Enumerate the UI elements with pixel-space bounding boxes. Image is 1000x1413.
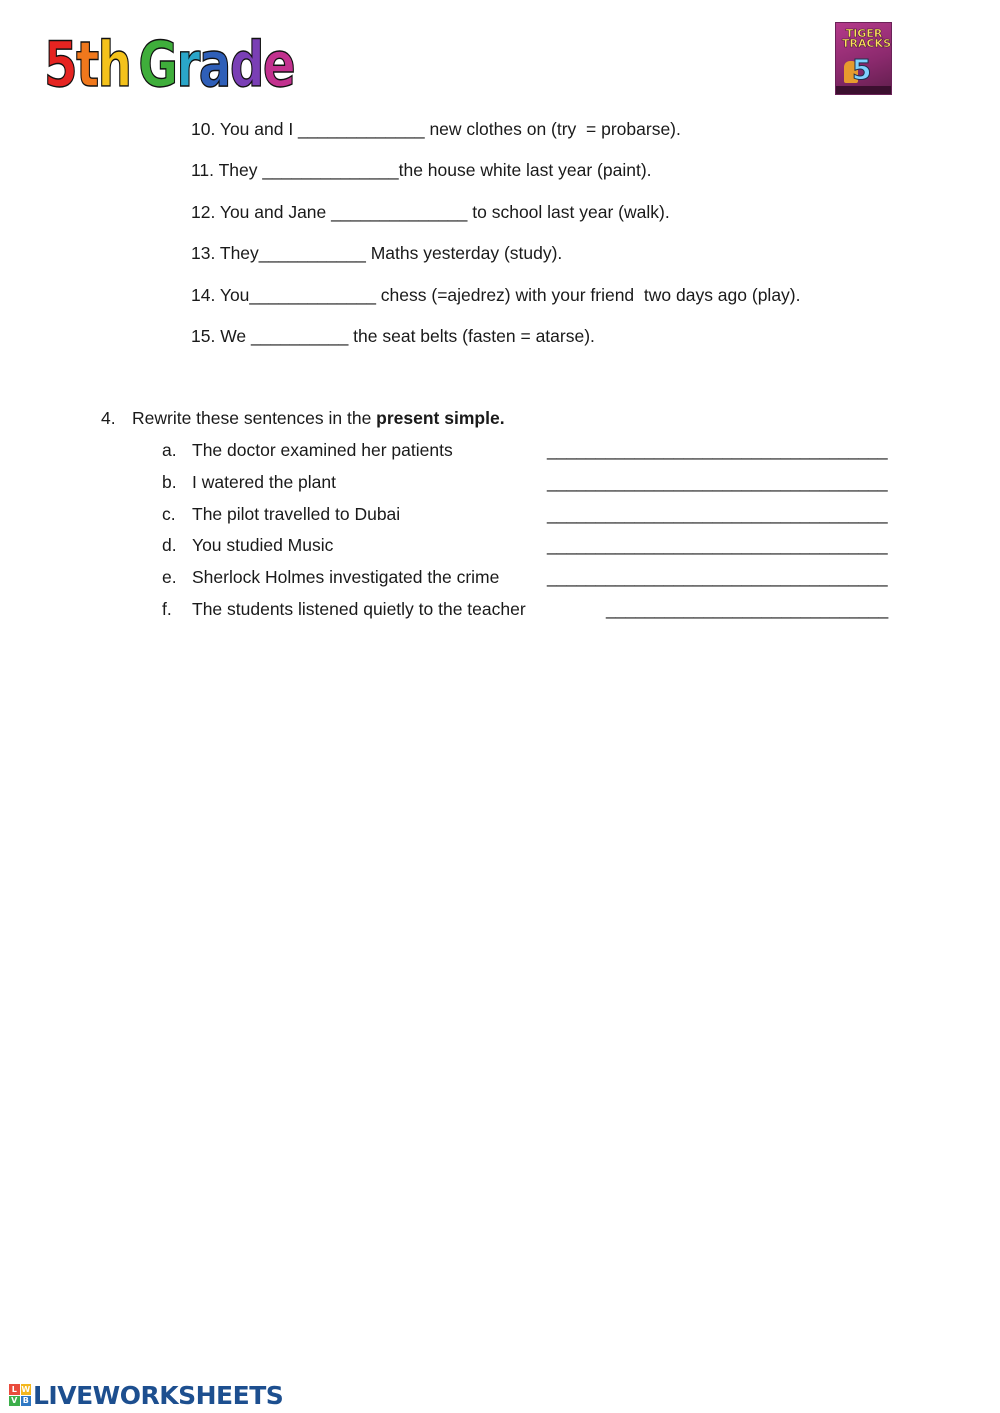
grade-logo [44,24,295,101]
exercise-4-number: 4. [101,408,116,428]
item-letter: a. [162,440,177,460]
exercise-4-item-c [162,503,892,535]
answer-line-f[interactable]: _____________________________ [606,598,889,619]
item-letter: b. [162,471,177,492]
logo-letter-1: 5 [44,28,77,101]
icon-tile-2: W [21,1384,31,1394]
item-letter: d. [162,535,177,556]
exercise-3-item-12[interactable]: 12. You and Jane ______________ to school last year (walk). [191,201,670,222]
item-letter: e. [162,567,177,588]
exercise-4-instruction-bold: present simple. [376,408,505,428]
exercise-4-item-d [162,534,892,566]
logo-letter-3: h [97,28,131,101]
liveworksheets-icon [9,1384,31,1406]
exercise-4-item-f [162,598,892,630]
logo-letter-7: a [198,28,230,101]
logo-letter-2: t [76,28,98,101]
exercise-4-item-b [162,471,892,503]
book-cover-number: 5 [852,53,872,86]
logo-letter-8: d [229,28,263,101]
answer-line-d[interactable]: ___________________________________ [547,535,888,556]
item-letter: c. [162,503,176,524]
exercise-4-list [162,439,892,630]
exercise-4-heading [101,407,505,429]
icon-tile-3: V [9,1396,20,1407]
exercise-4-item-e [162,566,892,598]
answer-line-a[interactable]: ___________________________________ [547,440,888,460]
logo-letter-5: G [138,28,177,101]
logo-letter-9: e [262,28,295,101]
book-cover-strip [836,86,891,94]
answer-line-b[interactable]: ___________________________________ [547,471,888,492]
item-sentence: You studied Music [192,535,334,556]
answer-line-c[interactable]: ___________________________________ [547,503,888,524]
item-sentence: The doctor examined her patients [192,440,453,460]
exercise-3-item-14[interactable]: 14. You_____________ chess (=ajedrez) with your friend two days ago (play). [191,284,801,305]
exercise-3-item-15[interactable]: 15. We __________ the seat belts (fasten = atarse). [191,325,595,346]
icon-tile-4: B [21,1396,32,1407]
exercise-4-instruction: Rewrite these sentences in the [132,408,377,428]
item-sentence: The students listened quietly to the teacher [192,598,526,619]
exercise-3-item-10[interactable]: 10. You and I _____________ new clothes on (try = probarse). [191,119,681,139]
exercise-3-item-11[interactable]: 11. They ______________the house white last year (paint). [191,160,652,181]
logo-letter-6: r [176,28,199,101]
item-letter: f. [162,598,172,619]
exercise-4-item-a [162,439,892,471]
liveworksheets-logo[interactable] [9,1382,283,1408]
answer-line-e[interactable]: ___________________________________ [547,567,888,588]
book-cover-title: TIGER TRACKS [842,27,892,50]
book-cover-image [835,22,892,95]
item-sentence: I watered the plant [192,471,336,492]
item-sentence: Sherlock Holmes investigated the crime [192,567,500,588]
icon-tile-1: L [9,1384,20,1395]
exercise-3-list [191,118,801,366]
exercise-3-item-13[interactable]: 13. They___________ Maths yesterday (study). [191,243,563,264]
item-sentence: The pilot travelled to Dubai [192,503,401,524]
liveworksheets-wordmark: LIVEWORKSHEETS [33,1380,284,1410]
